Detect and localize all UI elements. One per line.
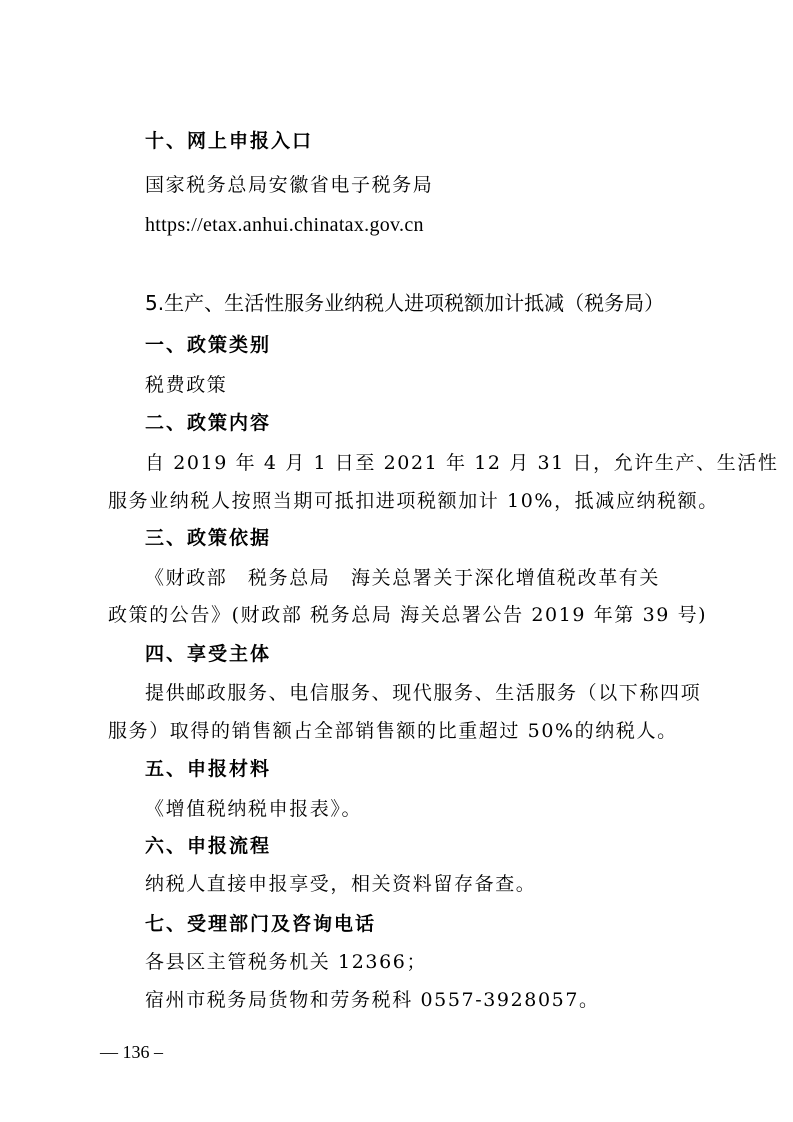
section-4-line-1: 提供邮政服务、电信服务、现代服务、生活服务（以下称四项 xyxy=(145,682,702,704)
section-2-line-2: 服务业纳税人按照当期可抵扣进项税额加计 10%，抵减应纳税额。 xyxy=(108,490,719,512)
section-3-line-1: 《财政部 税务总局 海关总署关于深化增值税改革有关 xyxy=(145,567,661,589)
section-4-line-2: 服务）取得的销售额占全部销售额的比重超过 50%的纳税人。 xyxy=(108,720,678,742)
policy-title: 5.生产、生活性服务业纳税人进项税额加计抵减（税务局） xyxy=(145,291,665,315)
section-6-heading: 六、申报流程 xyxy=(145,835,272,857)
section-4-heading: 四、享受主体 xyxy=(145,643,272,665)
section-2-heading: 二、政策内容 xyxy=(145,412,272,434)
page-number: — 136 – xyxy=(100,1042,163,1062)
section-7-line-2: 宿州市税务局货物和劳务税科 0557-3928057。 xyxy=(145,989,600,1011)
section-1-text: 税费政策 xyxy=(145,374,228,396)
section-10-url: https://etax.anhui.chinatax.gov.cn xyxy=(145,214,424,236)
section-2-line-1: 自 2019 年 4 月 1 日至 2021 年 12 月 31 日，允许生产、生活性 xyxy=(145,452,779,474)
section-10-agency: 国家税务总局安徽省电子税务局 xyxy=(145,174,434,196)
section-10-heading: 十、网上申报入口 xyxy=(145,130,314,152)
section-3-line-2: 政策的公告》(财政部 税务总局 海关总署公告 2019 年第 39 号) xyxy=(108,604,708,626)
section-3-heading: 三、政策依据 xyxy=(145,527,272,549)
section-7-heading: 七、受理部门及咨询电话 xyxy=(145,913,377,935)
section-5-heading: 五、申报材料 xyxy=(145,758,272,780)
section-7-line-1: 各县区主管税务机关 12366； xyxy=(145,951,428,973)
section-5-text: 《增值税纳税申报表》。 xyxy=(145,798,363,820)
section-6-text: 纳税人直接申报享受，相关资料留存备查。 xyxy=(145,873,537,895)
section-1-heading: 一、政策类别 xyxy=(145,334,272,356)
